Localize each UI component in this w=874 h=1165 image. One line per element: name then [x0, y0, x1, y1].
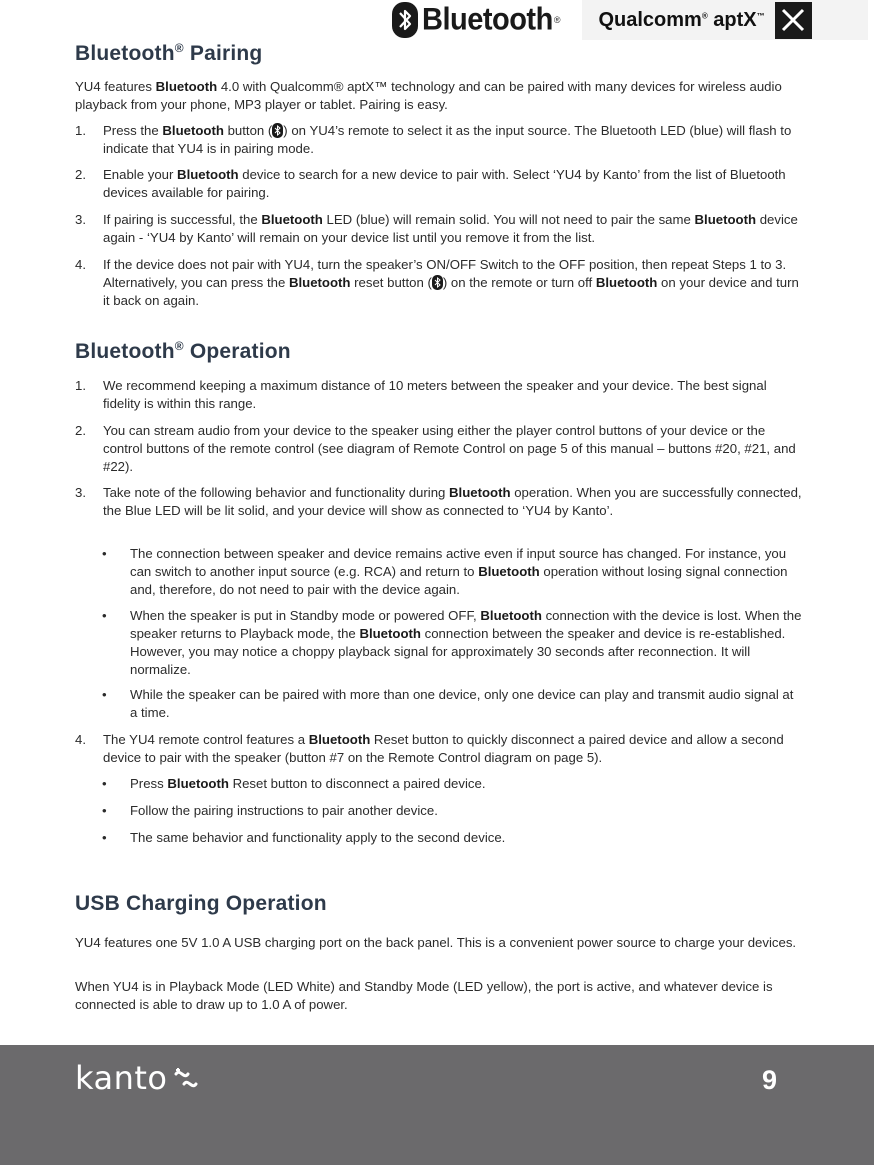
usb-paragraph-2: When YU4 is in Playback Mode (LED White) and Standby Mode (LED yellow), the port is active, and whatever device is connected is able to draw up to 1.0 A of power. [75, 979, 773, 1012]
bluetooth-logo [392, 1, 560, 39]
list-item: 4. If the device does not pair with YU4, turn the speaker’s ON/OFF Switch to the OFF position, then repeat Steps 1 to 3. Alternatively, you can press the Bluetooth reset button ( ) on the remote or turn off Bluetooth on your device and turn it back on again. [75, 257, 799, 308]
list-item: 2. Enable your Bluetooth device to search for a new device to pair with. Select ‘YU4 by Kanto’ from the list of Bluetooth devices available for pairing. [75, 167, 786, 200]
bluetooth-wordmark: Bluetooth [422, 2, 553, 37]
footer-bar [0, 1045, 874, 1165]
bullet-item: • The same behavior and functionality apply to the second device. [102, 830, 506, 845]
list-item: 1. We recommend keeping a maximum distance of 10 meters between the speaker and your device. The best signal fidelity is within this range. [75, 378, 767, 411]
bluetooth-icon [392, 2, 418, 38]
bullet-item: • Follow the pairing instructions to pair another device. [102, 803, 438, 818]
usb-paragraph-1: YU4 features one 5V 1.0 A USB charging port on the back panel. This is a convenient power source to charge your devices. [75, 935, 797, 950]
qualcomm-aptx-logo [582, 0, 868, 40]
pairing-intro: YU4 features Bluetooth 4.0 with Qualcomm® aptX™ technology and can be paired with many devices for wireless audio playback from your phone, MP3 player or tablet. Pairing is easy. [75, 79, 782, 112]
kanto-wave-icon [173, 1064, 199, 1092]
bullet-item: • While the speaker can be paired with more than one device, only one device can play and transmit audio signal at a time. [102, 687, 794, 720]
kanto-wordmark: kanto [75, 1059, 168, 1097]
bullet-item: • Press Bluetooth Reset button to disconnect a paired device. [102, 776, 486, 791]
bluetooth-reset-icon [432, 275, 443, 290]
bluetooth-button-icon [272, 123, 283, 138]
list-item: 3. If pairing is successful, the Bluetooth LED (blue) will remain solid. You will not need to pair the same Bluetooth device again - ‘YU4 by Kanto’ will remain on your device list until you remove it from the list. [75, 212, 798, 245]
bluetooth-reg-mark: ® [553, 15, 561, 25]
header-logos [392, 0, 868, 40]
bullet-item: • When the speaker is put in Standby mode or powered OFF, Bluetooth connection with the device is lost. When the speaker returns to Playback mode, the Bluetooth connection between the speaker and device is re-established. However, you may notice a choppy playback signal for approximately 30 seconds after reconnection. It will normalize. [102, 608, 802, 677]
usb-heading: USB Charging Operation [75, 892, 327, 915]
page-number: 9 [762, 1065, 778, 1095]
kanto-logo [75, 1059, 199, 1097]
pairing-heading: Bluetooth® Pairing [75, 41, 263, 65]
list-item: 4. The YU4 remote control features a Bluetooth Reset button to quickly disconnect a paired device and allow a second device to pair with the speaker (button #7 on the Remote Control diagram on page 5). [75, 732, 784, 765]
aptx-x-icon [775, 2, 812, 39]
qualcomm-wordmark: Qualcomm® aptX™ [598, 8, 765, 31]
list-item: 3. Take note of the following behavior and functionality during Bluetooth operation. When you are successfully connected, the Blue LED will be lit solid, and your device will show as connected to ‘YU4 by Kanto’. [75, 485, 802, 518]
operation-heading: Bluetooth® Operation [75, 339, 291, 363]
list-item: 2. You can stream audio from your device to the speaker using either the player control buttons of your device or the control buttons of the remote control (see diagram of Remote Control on page 5 of this manual – buttons #20, #21, and #22). [75, 423, 796, 474]
list-item: 1. Press the Bluetooth button ( ) on YU4’s remote to select it as the input source. The Bluetooth LED (blue) will flash to indicate that YU4 is in pairing mode. [75, 123, 792, 156]
bullet-item: • The connection between speaker and device remains active even if input source has changed. For instance, you can switch to another input source (e.g. RCA) and return to Bluetooth operation without losing signal connection and, therefore, do not need to pair with the device again. [102, 546, 788, 597]
